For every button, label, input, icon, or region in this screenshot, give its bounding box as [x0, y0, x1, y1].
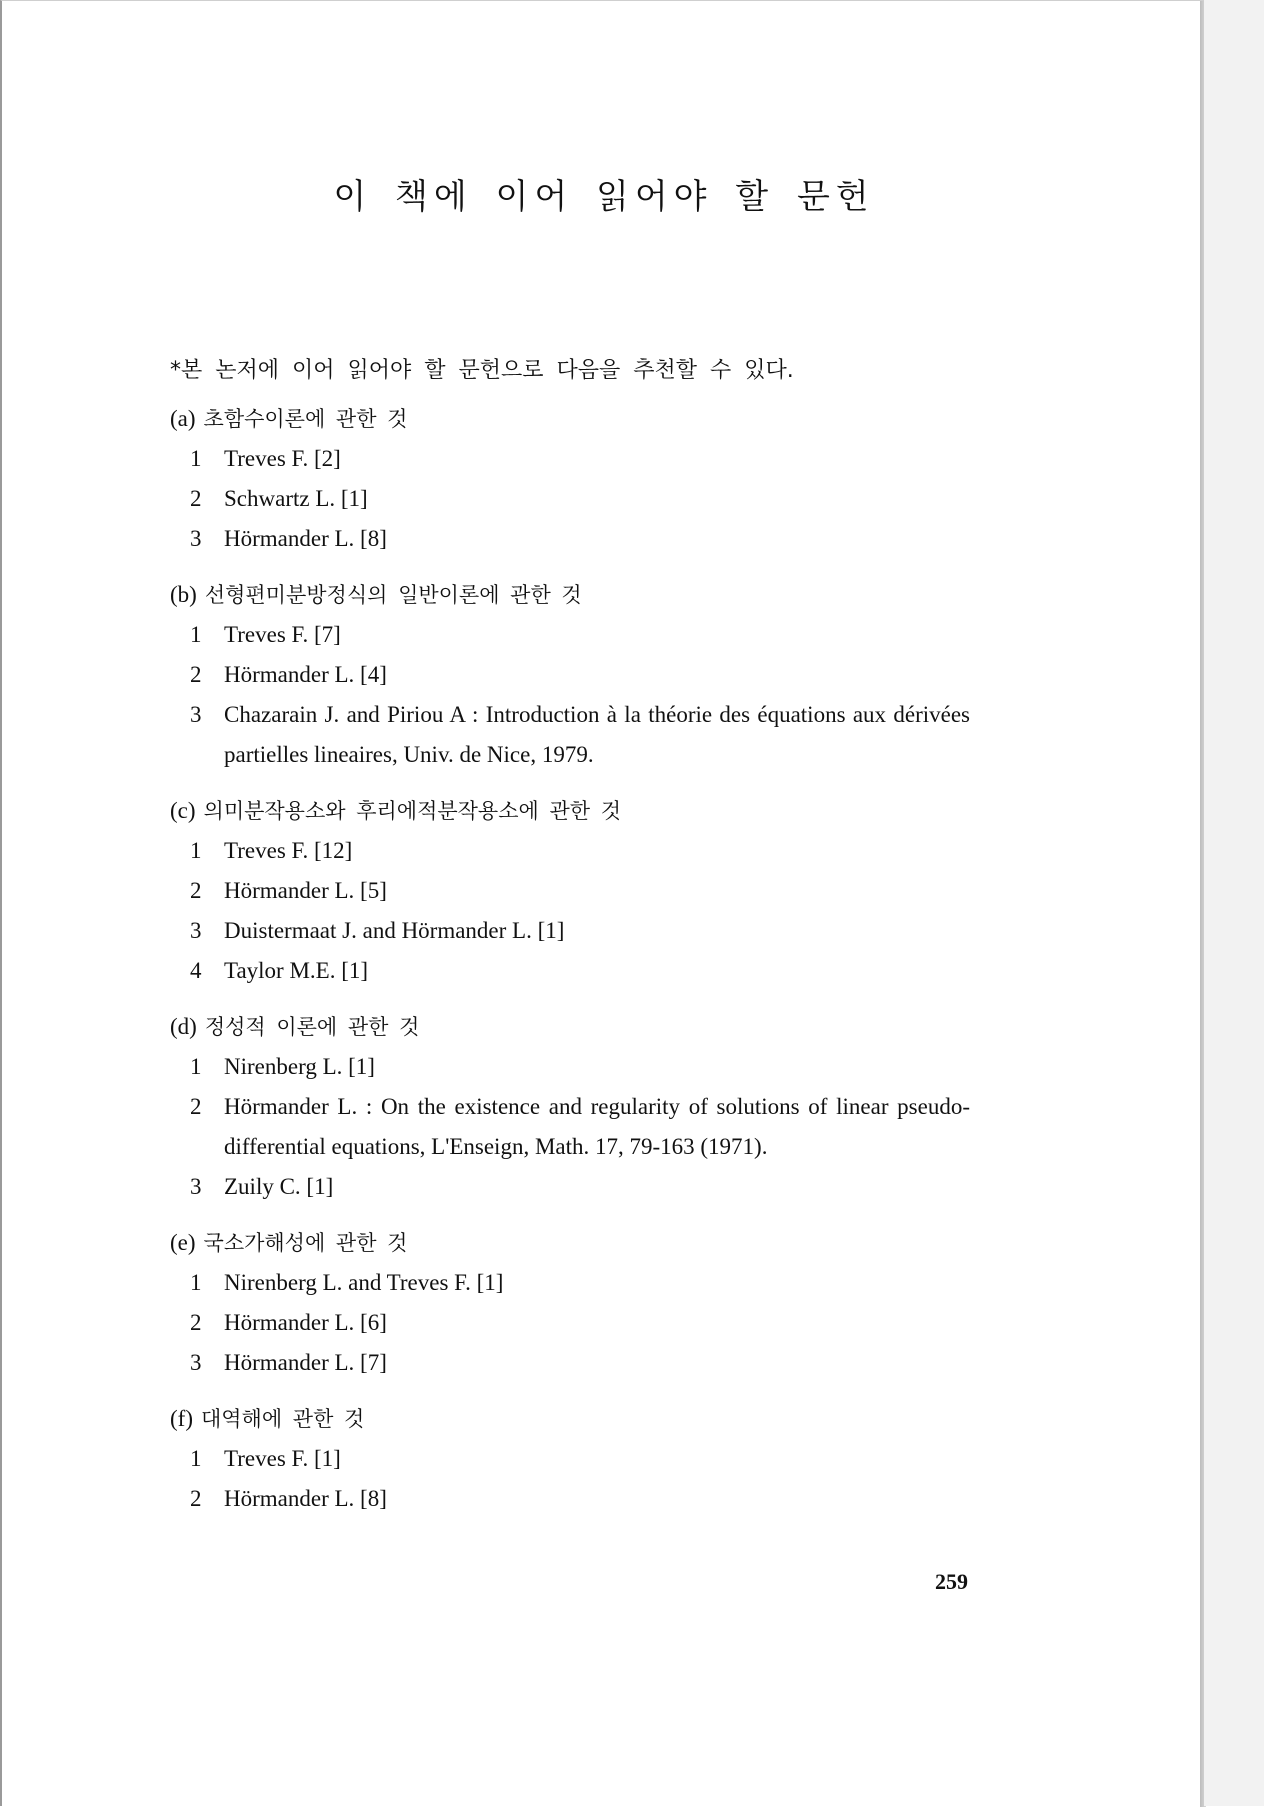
list-item [170, 871, 970, 911]
section-heading [170, 791, 970, 831]
section-heading [170, 1223, 970, 1263]
section-title: 대역해에 관한 것 [200, 1407, 365, 1431]
intro-text: *본 논저에 이어 읽어야 할 문헌으로 다음을 추천할 수 있다. [170, 358, 794, 383]
section-f [170, 1399, 970, 1519]
item-text: Duistermaat J. and Hörmander L. [1] [224, 918, 565, 943]
item-number: 3 [190, 526, 202, 551]
item-text: Treves F. [12] [224, 838, 353, 863]
item-number: 2 [190, 662, 202, 687]
section-b [170, 575, 970, 775]
section-heading [170, 1399, 970, 1439]
list-item [170, 1263, 970, 1303]
list-item [170, 439, 970, 479]
list-item [170, 695, 970, 775]
item-text: Zuily C. [1] [224, 1174, 334, 1199]
item-number: 1 [190, 622, 202, 647]
item-text: Nirenberg L. and Treves F. [1] [224, 1270, 504, 1295]
viewer-background [1204, 0, 1264, 1806]
item-number: 2 [190, 486, 202, 511]
section-title: 정성적 이론에 관한 것 [204, 1015, 420, 1039]
section-title: 의미분작용소와 후리에적분작용소에 관한 것 [203, 799, 621, 823]
page-title: 이 책에 이어 읽어야 할 문헌 [333, 177, 875, 217]
list-item [170, 1087, 970, 1167]
section-heading [170, 399, 970, 439]
item-number: 2 [190, 1310, 202, 1335]
item-text: Hörmander L. [8] [224, 1486, 387, 1511]
section-marker: (f) [170, 1406, 193, 1431]
list-item [170, 519, 970, 559]
item-text: Hörmander L. [7] [224, 1350, 387, 1375]
list-item [170, 1167, 970, 1207]
item-text: Treves F. [1] [224, 1446, 341, 1471]
section-c [170, 791, 970, 991]
section-marker: (c) [170, 798, 196, 823]
section-heading [170, 1007, 970, 1047]
section-title: 국소가해성에 관한 것 [203, 1231, 408, 1255]
item-number: 1 [190, 1054, 202, 1079]
list-item [170, 655, 970, 695]
section-e [170, 1223, 970, 1383]
item-number: 3 [190, 1350, 202, 1375]
section-heading [170, 575, 970, 615]
section-marker: (a) [170, 406, 196, 431]
item-text: Nirenberg L. [1] [224, 1054, 375, 1079]
list-item [170, 1047, 970, 1087]
list-item [170, 1479, 970, 1519]
item-number: 1 [190, 1446, 202, 1471]
item-text: Treves F. [2] [224, 446, 341, 471]
reading-list [170, 351, 970, 1535]
item-text: Hörmander L. [6] [224, 1310, 387, 1335]
list-item [170, 1343, 970, 1383]
list-item [170, 615, 970, 655]
item-text: Hörmander L. [5] [224, 878, 387, 903]
section-marker: (b) [170, 582, 197, 607]
item-number: 4 [190, 958, 202, 983]
section-a [170, 399, 970, 559]
item-number: 3 [190, 1174, 202, 1199]
list-item [170, 1439, 970, 1479]
section-title: 초함수이론에 관한 것 [203, 407, 408, 431]
section-title: 선형편미분방정식의 일반이론에 관한 것 [204, 583, 582, 607]
list-item [170, 1303, 970, 1343]
item-text: Hörmander L. : On the existence and regularity of solutions of linear pseudo-differential equations, L'Enseign, Math. 17, 79-163 (1971). [224, 1094, 970, 1159]
item-number: 1 [190, 1270, 202, 1295]
section-marker: (d) [170, 1014, 197, 1039]
item-number: 2 [190, 878, 202, 903]
item-text: Hörmander L. [8] [224, 526, 387, 551]
item-text: Hörmander L. [4] [224, 662, 387, 687]
section-d [170, 1007, 970, 1207]
item-number: 3 [190, 702, 202, 727]
item-number: 3 [190, 918, 202, 943]
item-text: Schwartz L. [1] [224, 486, 368, 511]
list-item [170, 911, 970, 951]
item-number: 2 [190, 1486, 202, 1511]
list-item [170, 951, 970, 991]
item-number: 1 [190, 446, 202, 471]
item-number: 1 [190, 838, 202, 863]
item-text: Taylor M.E. [1] [224, 958, 369, 983]
item-text: Chazarain J. and Piriou A : Introduction à la théorie des équations aux dérivées partielles lineaires, Univ. de Nice, 1979. [224, 702, 970, 767]
list-item [170, 479, 970, 519]
item-text: Treves F. [7] [224, 622, 341, 647]
list-item [170, 831, 970, 871]
section-marker: (e) [170, 1230, 196, 1255]
page-number: 259 [935, 1569, 968, 1594]
item-number: 2 [190, 1094, 202, 1119]
